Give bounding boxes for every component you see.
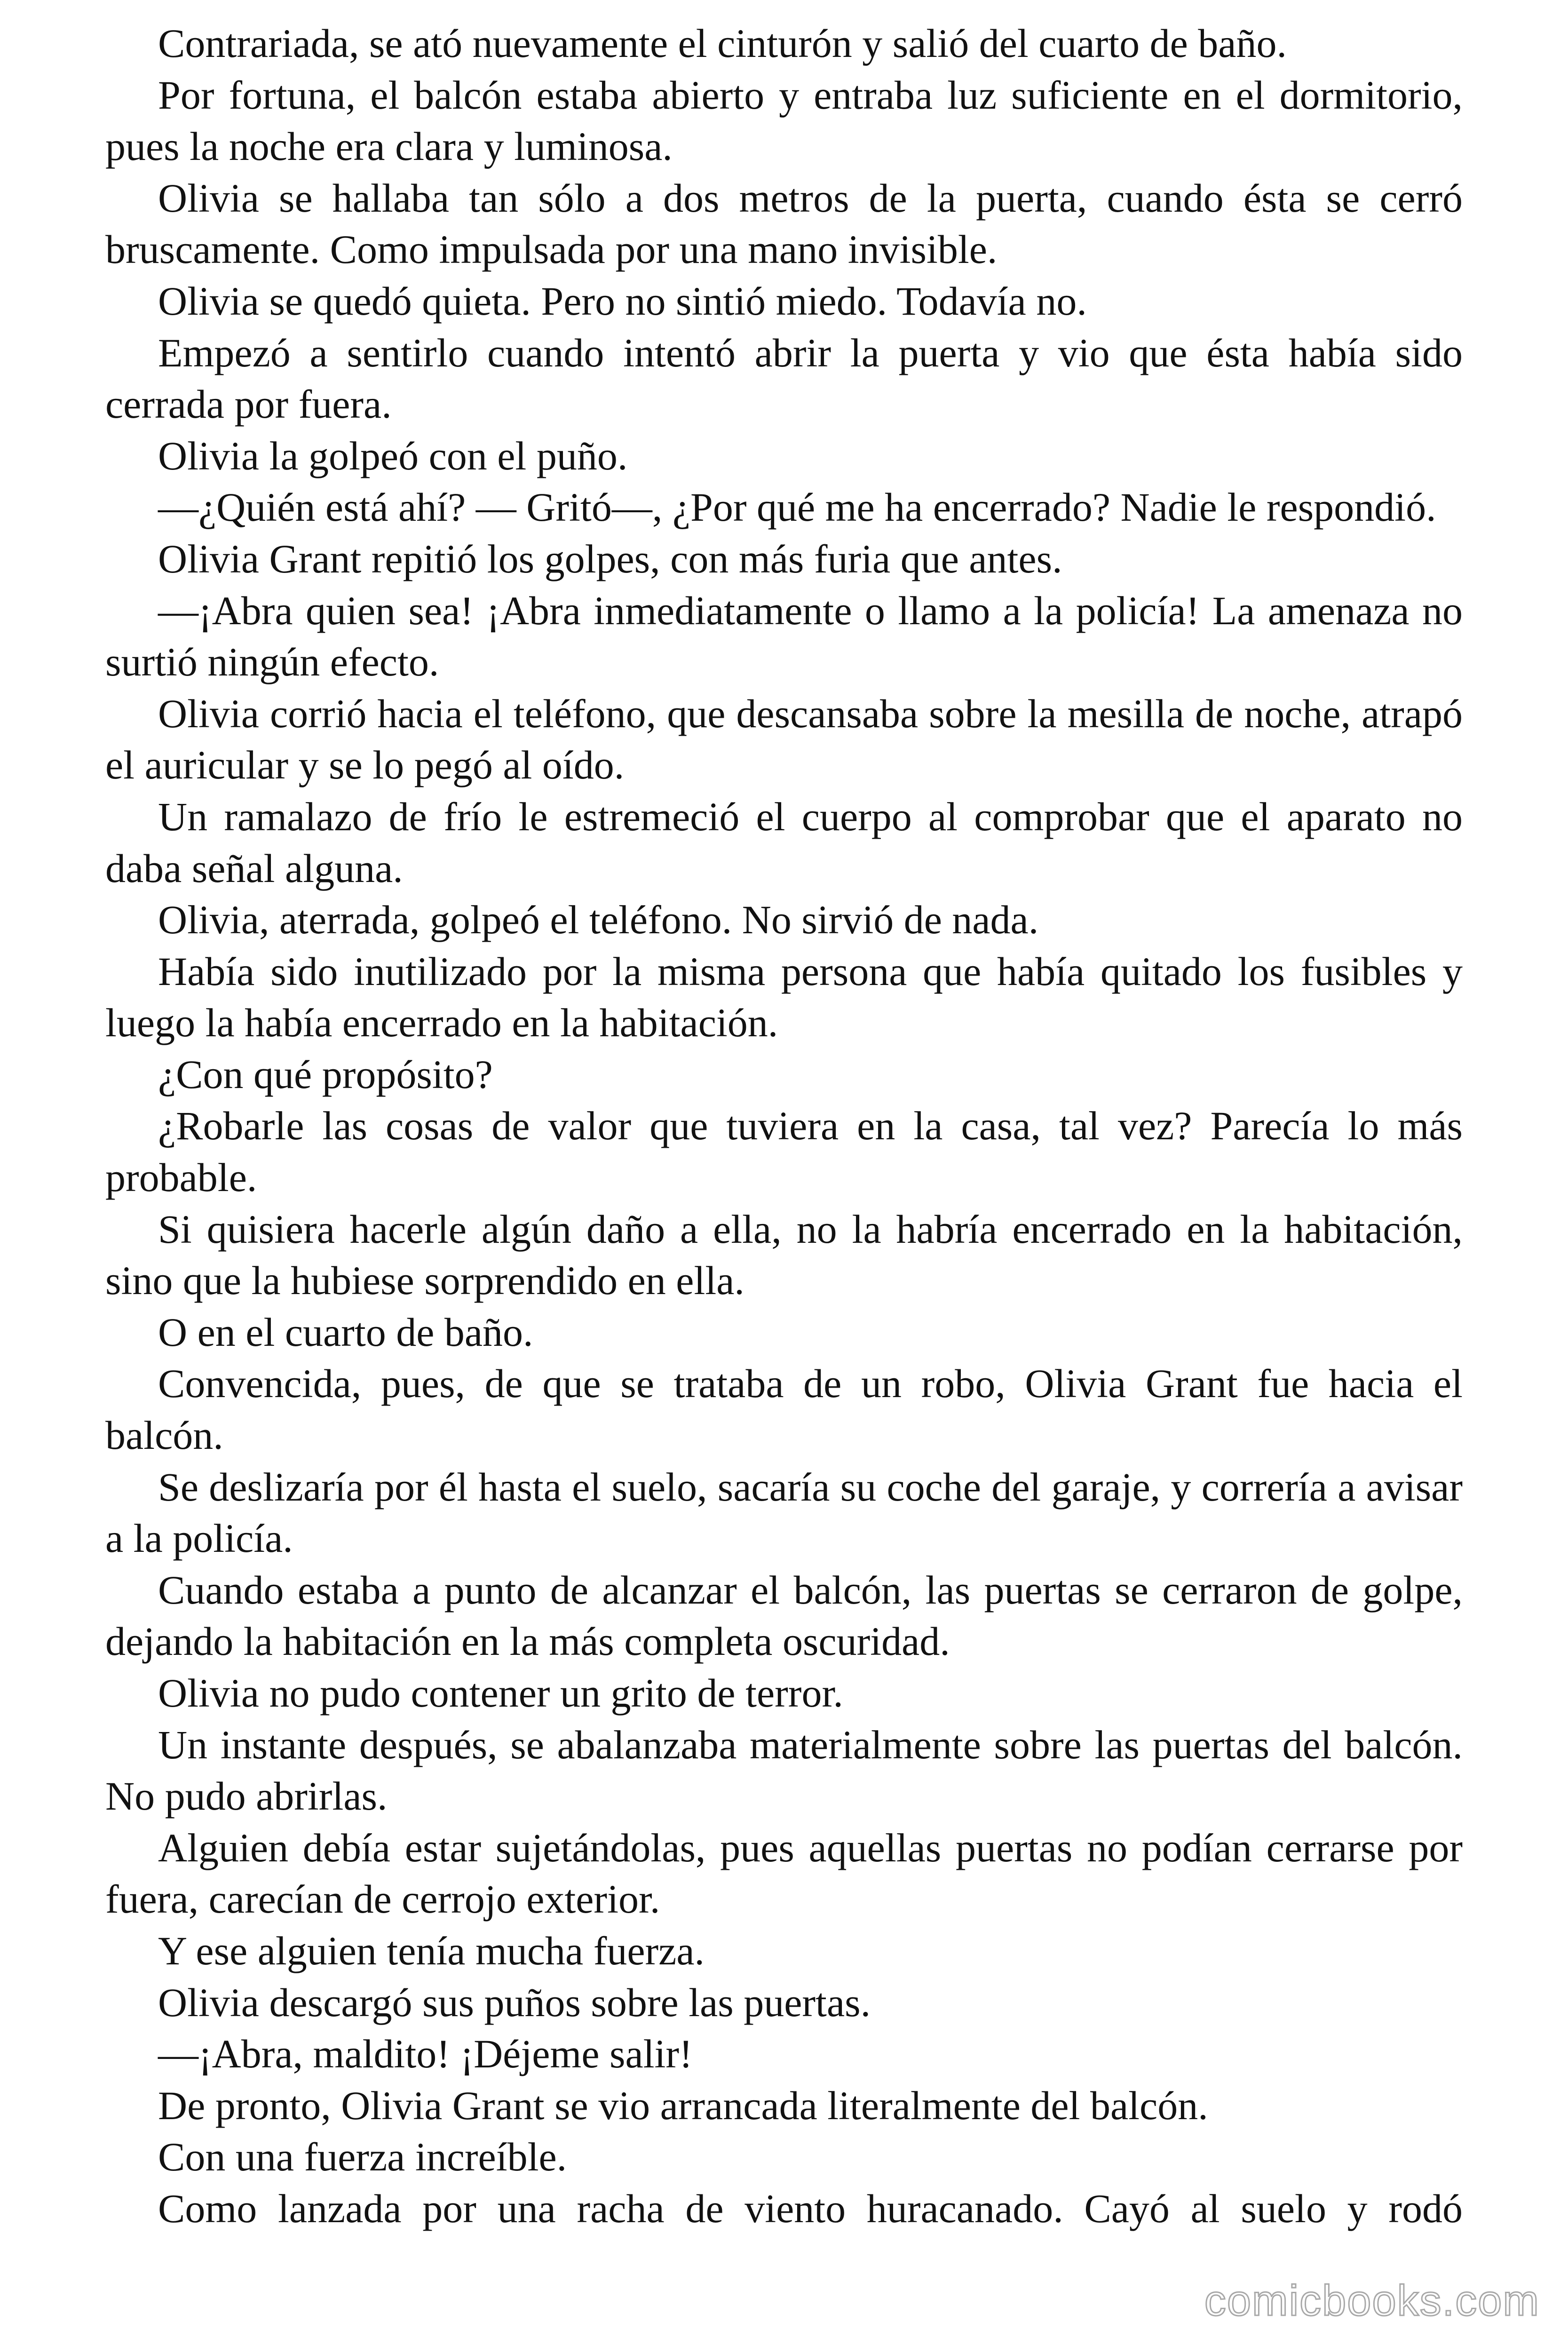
paragraph: O en el cuarto de baño. — [158, 1309, 533, 1355]
paragraph: ¿Robarle las cosas de valor que tuviera en la casa, tal vez? Parecía lo más probable. — [105, 1103, 1463, 1200]
paragraph: Olivia Grant repitió los golpes, con más furia que antes. — [158, 536, 1062, 581]
paragraph: Contrariada, se ató nuevamente el cinturón y salió del cuarto de baño. — [158, 21, 1287, 66]
paragraph: Si quisiera hacerle algún daño a ella, no la habría encerrado en la habitación, sino que la hubiese sorprendido en ella. — [105, 1206, 1463, 1303]
paragraph: Alguien debía estar sujetándolas, pues aquellas puertas no podían cerrarse por fuera, carecían de cerrojo exterior. — [105, 1825, 1463, 1922]
paragraph: Como lanzada por una racha de viento huracanado. Cayó al suelo y rodó — [158, 2185, 1463, 2231]
paragraph: Olivia corrió hacia el teléfono, que descansaba sobre la mesilla de noche, atrapó el auricular y se lo pegó al oído. — [105, 691, 1463, 788]
paragraph: Cuando estaba a punto de alcanzar el balcón, las puertas se cerraron de golpe, dejando la habitación en la más completa oscuridad. — [105, 1567, 1463, 1664]
paragraph: Olivia descargó sus puños sobre las puertas. — [158, 1979, 871, 2025]
paragraph: Olivia se hallaba tan sólo a dos metros de la puerta, cuando ésta se cerró bruscamente. Como impulsada por una mano invisible. — [105, 175, 1463, 272]
paragraph: Olivia no pudo contener un grito de terror. — [158, 1670, 843, 1716]
paragraph: Convencida, pues, de que se trataba de un robo, Olivia Grant fue hacia el balcón. — [105, 1361, 1463, 1458]
paragraph: Por fortuna, el balcón estaba abierto y entraba luz suficiente en el dormitorio, pues la noche era clara y luminosa. — [105, 72, 1463, 169]
paragraph: Y ese alguien tenía mucha fuerza. — [158, 1928, 705, 1973]
paragraph: Olivia se quedó quieta. Pero no sintió miedo. Todavía no. — [158, 278, 1087, 324]
paragraph: Un ramalazo de frío le estremeció el cuerpo al comprobar que el aparato no daba señal alguna. — [105, 794, 1463, 891]
paragraph: Olivia la golpeó con el puño. — [158, 433, 628, 478]
paragraph: Olivia, aterrada, golpeó el teléfono. No sirvió de nada. — [158, 897, 1039, 943]
paragraph: —¡Abra, maldito! ¡Déjeme salir! — [158, 2031, 693, 2077]
watermark: comicbooks.com — [1204, 2277, 1540, 2325]
paragraph: Con una fuerza increíble. — [158, 2134, 567, 2180]
paragraph: De pronto, Olivia Grant se vio arrancada literalmente del balcón. — [158, 2082, 1208, 2128]
paragraph: Había sido inutilizado por la misma persona que había quitado los fusibles y luego la había encerrado en la habitación. — [105, 948, 1463, 1046]
paragraph: Un instante después, se abalanzaba materialmente sobre las puertas del balcón. No pudo abrirlas. — [105, 1722, 1463, 1819]
paragraph: —¿Quién está ahí? — Gritó—, ¿Por qué me ha encerrado? Nadie le respondió. — [158, 485, 1436, 530]
paragraph: ¿Con qué propósito? — [158, 1051, 493, 1097]
paragraph: —¡Abra quien sea! ¡Abra inmediatamente o llamo a la policía! La amenaza no surtió ningún efecto. — [105, 588, 1463, 685]
paragraph: Se deslizaría por él hasta el suelo, sacaría su coche del garaje, y correría a avisar a la policía. — [105, 1464, 1463, 1561]
page-body — [105, 18, 1463, 2235]
paragraph: Empezó a sentirlo cuando intentó abrir la puerta y vio que ésta había sido cerrada por fuera. — [105, 330, 1463, 427]
